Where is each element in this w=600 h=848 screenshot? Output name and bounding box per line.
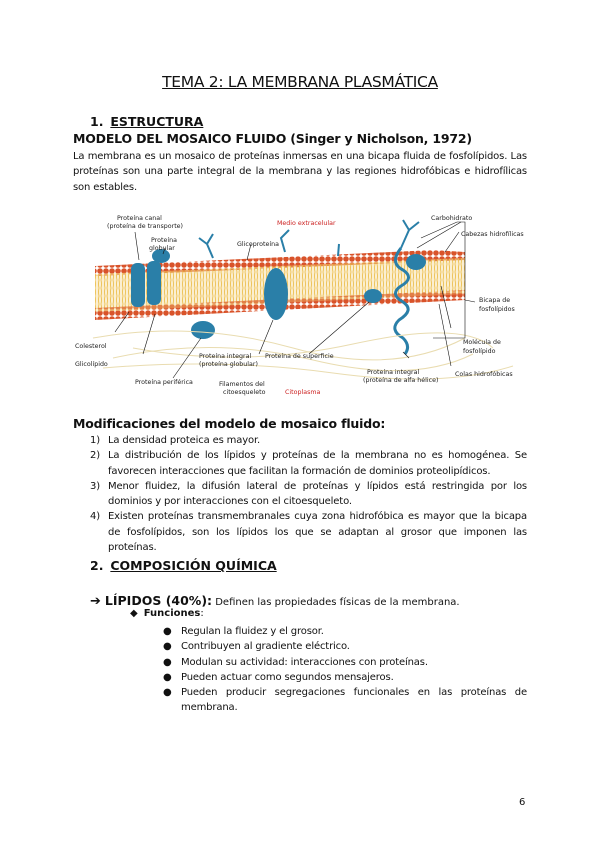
label-phospholipid-molecule: Molécula de [463, 339, 501, 346]
bullet-icon: ● [163, 687, 172, 699]
label-cytoplasm: Citoplasma [285, 389, 321, 396]
label-peripheral-protein: Proteína periférica [135, 379, 193, 386]
lipids-text: Definen las propiedades físicas de la membrana. [212, 597, 460, 608]
arrow-icon: ➔ [90, 594, 101, 609]
list-item: ● Regulan la fluidez y el grosor. [163, 624, 527, 639]
label-channel-protein: Proteína canal [117, 215, 162, 222]
diamond-bullet-icon: ◆ [130, 608, 138, 619]
list-item: 1) La densidad proteica es mayor. [90, 435, 261, 446]
functions-label: Funciones [143, 608, 201, 619]
label-globular-protein-2: globular [149, 245, 175, 252]
section-2-title: COMPOSICIÓN QUÍMICA [110, 558, 277, 573]
label-channel-protein-note: (proteína de transporte) [107, 223, 183, 230]
list-item: ● Modulan su actividad: interacciones con proteínas. [163, 655, 527, 670]
label-glycolipid: Glicolípido [75, 361, 108, 368]
label-glycoprotein: Glicoproteína [237, 241, 279, 248]
label-globular-protein: Proteína [151, 237, 177, 244]
model-heading: MODELO DEL MOSAICO FLUIDO (Singer y Nicholson, 1972) [73, 131, 472, 146]
label-integral-protein: Proteína integral [199, 353, 252, 360]
section-1-heading [90, 114, 203, 129]
bullet-icon: ● [163, 671, 172, 683]
bullet-icon: ● [163, 656, 172, 668]
modifications-list [90, 433, 527, 555]
page-number: 6 [519, 797, 526, 808]
label-phospholipid-molecule-2: fosfolípido [463, 348, 496, 355]
bullet-icon: ● [163, 641, 172, 653]
list-item: ● Pueden actuar como segundos mensajeros. [163, 670, 527, 685]
functions-list [163, 624, 527, 716]
section-2-heading [90, 558, 277, 573]
label-bilayer: Bicapa de [479, 297, 511, 304]
lipids-label: LÍPIDOS (40%): [104, 593, 213, 608]
modifications-heading: Modificaciones del modelo de mosaico fluido: [73, 416, 386, 431]
functions-line: ◆ Funciones: [130, 608, 204, 619]
list-item: 3) Menor fluidez, la difusión lateral de proteínas y lípidos está restringida por los dominios y por interacciones con el citoesqueleto. [90, 480, 527, 508]
bullet-icon: ● [163, 626, 172, 637]
label-surface-protein: Proteína de superficie [265, 353, 334, 360]
label-filaments-2: citoesqueleto [223, 389, 266, 396]
label-carbohydrate: Carbohidrato [431, 215, 473, 222]
list-item: ● Contribuyen al gradiente eléctrico. [163, 639, 527, 654]
label-hydrophilic-heads: Cabezas hidrofílicas [461, 231, 524, 238]
label-bilayer-2: fosfolípidos [479, 306, 515, 313]
section-1-title: ESTRUCTURA [110, 114, 204, 129]
lipids-line [90, 593, 460, 609]
label-extracellular: Medio extracelular [277, 220, 336, 227]
label-filaments: Filamentos del [219, 381, 265, 388]
section-2-number: 2. [90, 558, 104, 573]
section-1-number: 1. [90, 114, 104, 129]
intro-paragraph: La membrana es un mosaico de proteínas inmersas en una bicapa fluida de fosfolípidos. Las proteínas son una parte integral de la membrana y las regiones hidrofóbicas e hidrofílicas son estables. [73, 151, 527, 193]
label-integral-protein-2: (proteína globular) [199, 361, 258, 368]
list-item: ● Pueden producir segregaciones funcionales en las proteínas de membrana. [163, 687, 527, 714]
list-item: 4) Existen proteínas transmembranales cuya zona hidrofóbica es mayor que la bicapa de fosfolípidos, son los lípidos los que se adaptan al grosor que imponen las proteínas. [90, 511, 527, 554]
membrane-diagram [73, 208, 533, 404]
label-cholesterol: Colesterol [75, 343, 107, 350]
label-hydrophobic-tails: Colas hidrofóbicas [455, 371, 513, 378]
label-integral-alpha-2: (proteína de alfa hélice) [363, 377, 439, 384]
page-title: TEMA 2: LA MEMBRANA PLASMÁTICA [162, 73, 438, 91]
list-item: 2) La distribución de los lípidos y proteínas de la membrana no es homogénea. Se favorecen interacciones que facilitan la formación de dominios proteolipídicos. [90, 450, 527, 477]
label-integral-alpha: Proteína integral [367, 369, 420, 376]
